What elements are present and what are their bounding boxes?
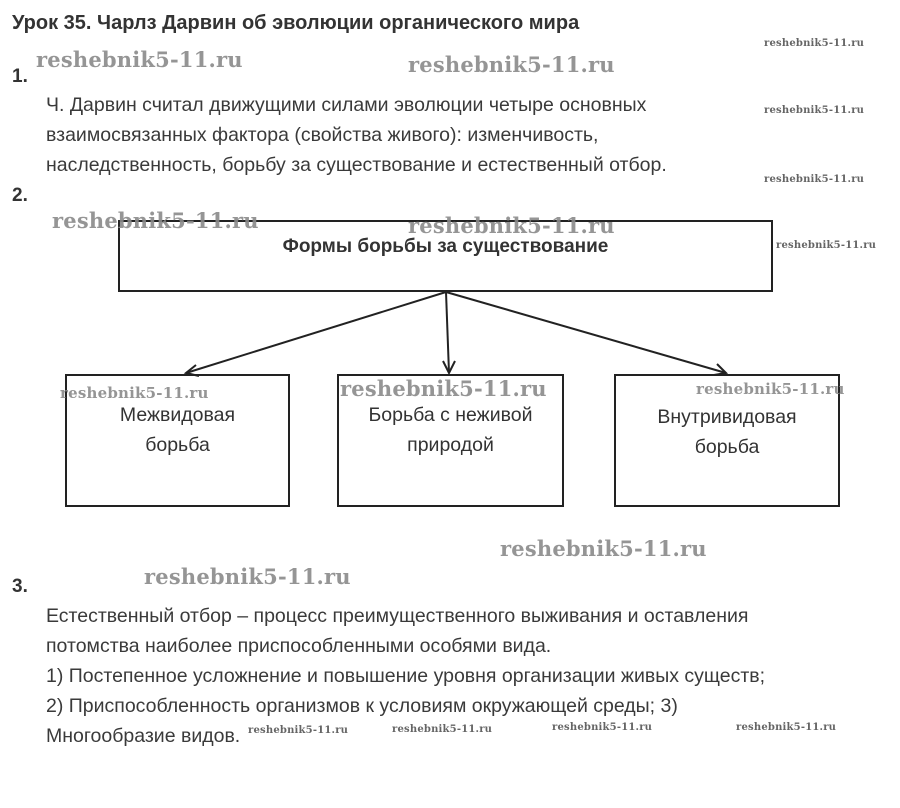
watermark: reshebnik5-11.ru [52,208,259,233]
arrow-to-interspecies [186,292,446,373]
diagram-box-label: Борьба с неживой [368,404,533,426]
watermark: reshebnik5-11.ru [144,564,351,589]
section-1-line: взаимосвязанных фактора (свойства живого): изменчивость, [46,124,599,146]
watermark: reshebnik5-11.ru [408,213,615,238]
watermark: reshebnik5-11.ru [696,380,845,398]
watermark: reshebnik5-11.ru [776,240,877,251]
watermark: reshebnik5-11.ru [36,47,243,72]
watermark: reshebnik5-11.ru [764,174,865,185]
diagram-box-label: борьба [145,434,210,456]
section-3-line: 2) Приспособленность организмов к условиям окружающей среды; 3) [46,695,678,717]
watermark: reshebnik5-11.ru [408,52,615,77]
diagram-box-label: Внутривидовая [657,406,797,428]
arrow-to-abiotic [446,292,449,373]
diagram-box-label: борьба [694,436,760,458]
arrow-to-intraspecies [446,292,726,373]
watermark: reshebnik5-11.ru [248,725,349,736]
section-3-line: Многообразие видов. [46,725,241,747]
section-2-number: 2. [12,185,28,206]
section-3-line: 1) Постепенное усложнение и повышение уровня организации живых существ; [46,665,766,687]
watermark: reshebnik5-11.ru [500,536,707,561]
watermark: reshebnik5-11.ru [392,724,493,735]
watermark: reshebnik5-11.ru [552,722,653,733]
lesson-title: Урок 35. Чарлз Дарвин об эволюции органического мира [12,12,580,34]
watermark: reshebnik5-11.ru [736,722,837,733]
watermark: reshebnik5-11.ru [764,105,865,116]
section-3-line: потомства наиболее приспособленными особями вида. [46,635,552,657]
watermark: reshebnik5-11.ru [340,376,547,401]
section-3-line: Естественный отбор – процесс преимущественного выживания и оставления [46,605,749,627]
watermark: reshebnik5-11.ru [764,38,865,49]
section-3-number: 3. [12,576,28,597]
diagram-root-label: Формы борьбы за существование [282,236,609,257]
watermark: reshebnik5-11.ru [60,384,209,402]
section-1-number: 1. [12,66,28,87]
diagram-box-label: природой [407,434,494,456]
diagram-box-label: Межвидовая [119,404,236,426]
section-1-line: наследственность, борьбу за существование и естественный отбор. [46,154,667,176]
section-1-line: Ч. Дарвин считал движущими силами эволюции четыре основных [46,94,647,116]
